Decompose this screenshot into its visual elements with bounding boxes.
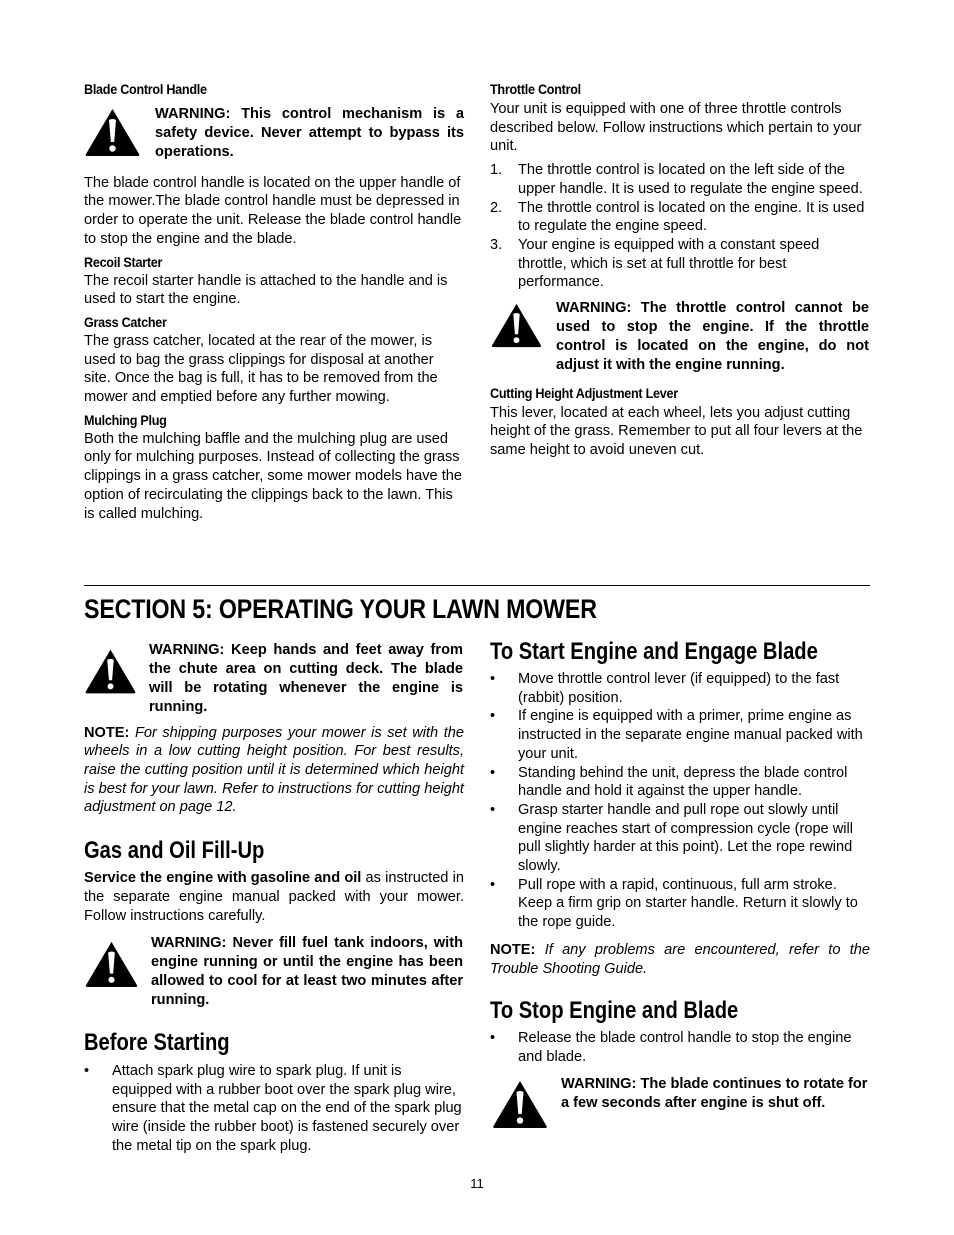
note-text: For shipping purposes your mower is set with the wheels in a low cutting height position. For best results, raise the cutting position until it is determined which height is best for your lawn. Refer to instructions for cutting height adjustment on page 12. xyxy=(84,724,464,816)
throttle-list xyxy=(490,161,870,292)
chute-warning-block xyxy=(84,641,464,717)
warning-triangle-icon xyxy=(490,1079,550,1129)
list-item: 1. The throttle control is located on the left side of the upper handle. It is used to regulate the engine speed. xyxy=(490,162,863,197)
grass-catcher-heading: Grass Catcher xyxy=(84,313,167,330)
blade-control-text: The blade control handle is located on the upper handle of the mower.The blade control handle must be depressed in order to operate the unit. Release the blade control handle to stop the engine and the blade. xyxy=(84,174,462,247)
trouble-note xyxy=(490,941,870,978)
list-item: • Standing behind the unit, depress the blade control handle and hold it against the upper handle. xyxy=(490,764,848,800)
blade-control-heading: Blade Control Handle xyxy=(84,81,207,97)
before-starting-list xyxy=(84,1062,464,1156)
warning-triangle-icon xyxy=(84,647,137,695)
section-title: SECTION 5: OPERATING YOUR LAWN MOWER xyxy=(84,594,597,624)
list-item: • Move throttle control lever (if equipped) to the fast (rabbit) position. xyxy=(490,671,840,706)
mulching-plug-heading: Mulching Plug xyxy=(84,411,167,428)
blade-warning-text: WARNING: This control mechanism is a safety device. Never attempt to bypass its operations. xyxy=(155,106,464,160)
gas-oil-text: Service the engine with gasoline and oil as instructed in the separate engine manual packed with your mower. Follow instructions carefully. xyxy=(84,870,464,924)
page-number: 11 xyxy=(470,1176,484,1191)
fuel-warning-text: WARNING: Never fill fuel tank indoors, with engine running or until the engine has been allowed to cool for at least two minutes after running. xyxy=(151,935,463,1008)
grass-catcher-text: The grass catcher, located at the rear of the mower, is used to bag the grass clippings for disposal at another site. Once the bag is full, it has to be removed from the mower and emptied before any further mowing. xyxy=(84,332,438,406)
list-item: 3. Your engine is equipped with a constant speed throttle, which is set at full throttle for best performance. xyxy=(490,236,820,291)
cutting-height-text: This lever, located at each wheel, lets you adjust cutting height of the grass. Remember to put all four levers at the same height to avoid uneven cut. xyxy=(490,404,863,459)
stop-engine-heading: To Stop Engine and Blade xyxy=(490,997,739,1025)
stop-warning-block xyxy=(490,1075,870,1129)
throttle-intro-text: Your unit is equipped with one of three throttle controls described below. Follow instructions which pertain to your unit. xyxy=(490,101,862,155)
throttle-warning-block xyxy=(490,302,870,375)
right-bottom-column xyxy=(490,638,870,1129)
left-bottom-column xyxy=(84,641,464,1155)
section-divider xyxy=(84,585,870,586)
shipping-note xyxy=(84,724,464,818)
warning-triangle-icon xyxy=(84,107,141,157)
mulching-plug-text: Both the mulching baffle and the mulching plug are used only for mulching purposes. Instead of collecting the grass clippings in a grass catcher, some mower models have the option of recirculating the clippings back to the lawn. This is called mulching. xyxy=(84,430,462,522)
note-label: NOTE: xyxy=(84,724,130,741)
cutting-height-heading: Cutting Height Adjustment Lever xyxy=(490,384,678,401)
note-label: NOTE: xyxy=(490,941,536,958)
list-item: • Release the blade control handle to stop the engine and blade. xyxy=(490,1030,852,1065)
blade-warning-block xyxy=(84,107,464,162)
list-item: • If engine is equipped with a primer, prime engine as instructed in the separate engine manual packed with your unit. xyxy=(490,708,863,762)
throttle-control-heading: Throttle Control xyxy=(490,81,581,97)
before-starting-heading: Before Starting xyxy=(84,1028,230,1056)
warning-triangle-icon xyxy=(490,302,543,348)
stop-warning-text: WARNING: The blade continues to rotate for a few seconds after engine is shut off. xyxy=(561,1075,868,1111)
stop-engine-list xyxy=(490,1029,870,1066)
start-engine-list xyxy=(490,670,870,932)
list-item: • Grasp starter handle and pull rope out slowly until engine reaches start of compression cycle (rope will pull slightly harder at this point). Let the rope rewind slowly. xyxy=(490,801,853,875)
chute-warning-text: WARNING: Keep hands and feet away from the chute area on cutting deck. The blade will be rotating whenever the engine is running. xyxy=(149,642,463,715)
recoil-starter-heading: Recoil Starter xyxy=(84,253,163,270)
right-top-column xyxy=(490,80,870,460)
left-top-column xyxy=(84,80,464,523)
list-item: • Pull rope with a rapid, continuous, full arm stroke. Keep a firm grip on starter handle. Return it slowly to the rope guide. xyxy=(490,876,858,931)
recoil-starter-text: The recoil starter handle is attached to the handle and is used to start the engine. xyxy=(84,272,448,308)
warning-triangle-icon xyxy=(84,940,139,988)
throttle-warning-text: WARNING: The throttle control cannot be used to stop the engine. If the throttle control is located on the engine, do not adjust it with the engine running. xyxy=(556,300,869,373)
list-item: 2. The throttle control is located on the engine. It is used to regulate the engine speed. xyxy=(490,199,865,235)
start-engine-heading: To Start Engine and Engage Blade xyxy=(490,638,818,665)
fuel-warning-block xyxy=(84,934,464,1010)
gas-oil-heading: Gas and Oil Fill-Up xyxy=(84,837,265,865)
note-text: If any problems are encountered, refer to the Trouble Shooting Guide. xyxy=(490,941,871,977)
list-item: • Attach spark plug wire to spark plug. If unit is equipped with a rubber boot over the spark plug wire, ensure that the metal cap on the end of the spark plug wire (inside the rubber boot) is fastened securely over the metal tip on the spark plug. xyxy=(84,1062,462,1154)
